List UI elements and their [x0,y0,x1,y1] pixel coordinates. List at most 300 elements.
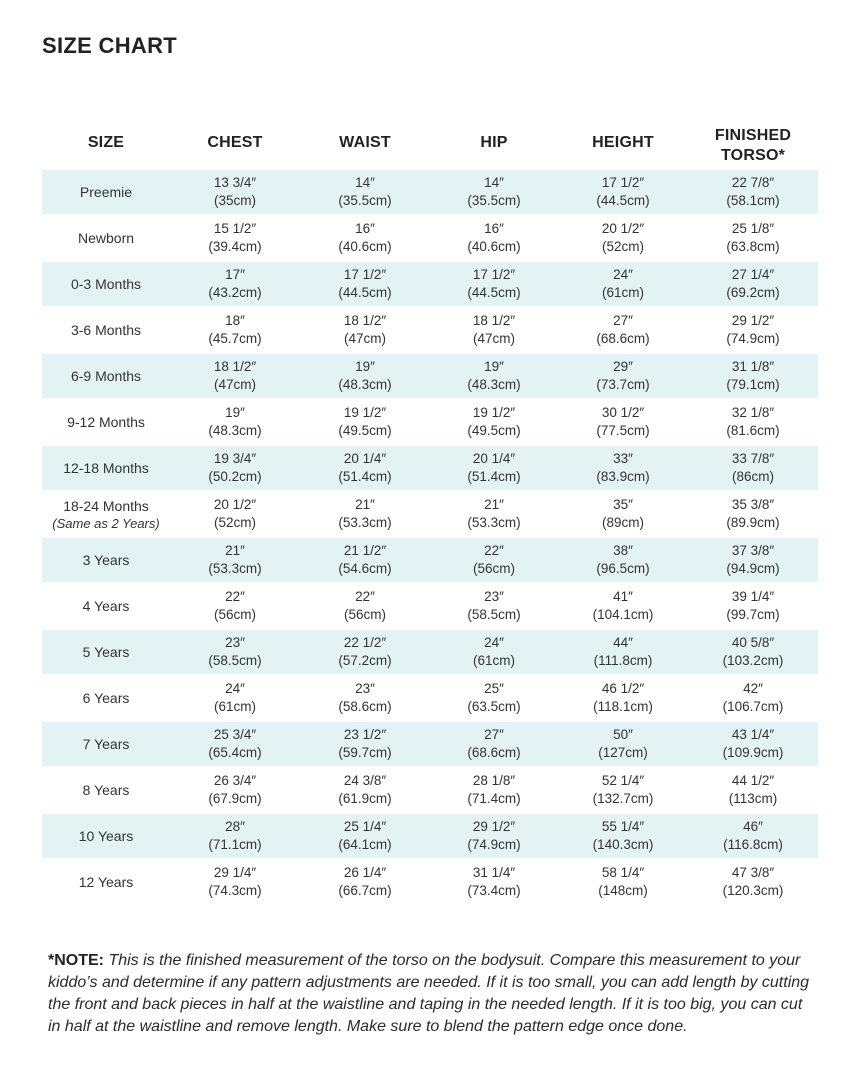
height-centimeters: (104.1cm) [592,607,654,622]
chest-inches: 18 1/2″ [213,359,257,374]
size-label: 8 Years [82,782,130,798]
hip-inches: 23″ [484,589,504,604]
waist-cell [300,674,430,720]
hip-cell [430,720,558,766]
hip-inches: 17 1/2″ [472,267,516,282]
hip-cell [430,858,558,904]
height-cell [558,306,688,352]
header-hip: HIP [480,134,508,151]
hip-centimeters: (48.3cm) [467,377,521,392]
size-cell [42,168,170,214]
chest-centimeters: (71.1cm) [208,837,262,852]
torso-centimeters: (99.7cm) [726,607,780,622]
size-cell [42,260,170,306]
height-inches: 50″ [613,727,633,742]
waist-cell [300,214,430,260]
waist-cell [300,398,430,444]
waist-inches: 19 1/2″ [343,405,387,420]
chest-centimeters: (53.3cm) [208,561,262,576]
table-row [42,674,818,720]
hip-inches: 22″ [484,543,504,558]
chest-cell [170,582,300,628]
hip-centimeters: (74.9cm) [467,837,521,852]
chest-cell [170,812,300,858]
height-inches: 35″ [613,497,633,512]
torso-inches: 22 7/8″ [731,175,775,190]
waist-centimeters: (56cm) [343,607,386,622]
waist-centimeters: (66.7cm) [338,883,392,898]
header-size: SIZE [87,134,125,151]
hip-centimeters: (51.4cm) [467,469,521,484]
waist-inches: 20 1/4″ [343,451,387,466]
height-inches: 55 1/4″ [601,819,645,834]
waist-centimeters: (51.4cm) [338,469,392,484]
height-centimeters: (148cm) [598,883,648,898]
torso-inches: 40 5/8″ [731,635,775,650]
chest-cell [170,490,300,536]
height-centimeters: (140.3cm) [592,837,654,852]
torso-inches: 33 7/8″ [731,451,775,466]
hip-cell [430,766,558,812]
header-finished-torso [688,118,818,168]
height-inches: 44″ [613,635,633,650]
waist-centimeters: (40.6cm) [338,239,392,254]
chest-inches: 26 3/4″ [213,773,257,788]
waist-inches: 21″ [355,497,375,512]
height-inches: 27″ [613,313,633,328]
torso-cell [688,628,818,674]
hip-centimeters: (61cm) [472,653,515,668]
chest-inches: 29 1/4″ [213,865,257,880]
chest-centimeters: (43.2cm) [208,285,262,300]
chest-centimeters: (52cm) [213,515,256,530]
height-centimeters: (127cm) [598,745,648,760]
table-row [42,490,818,536]
chest-centimeters: (39.4cm) [208,239,262,254]
torso-centimeters: (58.1cm) [726,193,780,208]
torso-cell [688,444,818,490]
chest-centimeters: (56cm) [213,607,256,622]
height-centimeters: (73.7cm) [596,377,650,392]
height-centimeters: (89cm) [601,515,644,530]
torso-cell [688,720,818,766]
hip-cell [430,582,558,628]
hip-centimeters: (68.6cm) [467,745,521,760]
chest-cell [170,214,300,260]
waist-cell [300,490,430,536]
size-chart-table [42,118,818,904]
table-row [42,352,818,398]
height-centimeters: (52cm) [601,239,644,254]
hip-centimeters: (47cm) [472,331,515,346]
waist-cell [300,766,430,812]
waist-cell [300,720,430,766]
chest-cell [170,398,300,444]
hip-inches: 14″ [484,175,504,190]
hip-cell [430,812,558,858]
size-cell [42,306,170,352]
chest-inches: 19″ [225,405,245,420]
table-row [42,858,818,904]
hip-inches: 19″ [484,359,504,374]
size-cell [42,582,170,628]
chest-inches: 17″ [225,267,245,282]
table-body [42,168,818,904]
torso-centimeters: (120.3cm) [722,883,784,898]
height-cell [558,628,688,674]
height-inches: 20 1/2″ [601,221,645,236]
size-cell [42,490,170,536]
size-label: 6-9 Months [70,368,142,384]
height-centimeters: (83.9cm) [596,469,650,484]
footnote [48,950,818,1038]
waist-inches: 24 3/8″ [343,773,387,788]
hip-cell [430,490,558,536]
chest-cell [170,628,300,674]
torso-centimeters: (94.9cm) [726,561,780,576]
height-inches: 33″ [613,451,633,466]
torso-inches: 37 3/8″ [731,543,775,558]
hip-centimeters: (63.5cm) [467,699,521,714]
size-label: 3-6 Months [70,322,142,338]
torso-inches: 44 1/2″ [731,773,775,788]
torso-inches: 47 3/8″ [731,865,775,880]
waist-centimeters: (58.6cm) [338,699,392,714]
chest-inches: 28″ [225,819,245,834]
torso-cell [688,168,818,214]
torso-inches: 31 1/8″ [731,359,775,374]
waist-cell [300,812,430,858]
chest-cell [170,536,300,582]
chest-cell [170,260,300,306]
size-cell [42,812,170,858]
waist-cell [300,858,430,904]
torso-inches: 46″ [743,819,763,834]
height-cell [558,260,688,306]
height-cell [558,490,688,536]
table-row [42,260,818,306]
waist-cell [300,582,430,628]
waist-inches: 25 1/4″ [343,819,387,834]
torso-cell [688,858,818,904]
hip-cell [430,260,558,306]
torso-centimeters: (81.6cm) [726,423,780,438]
torso-inches: 35 3/8″ [731,497,775,512]
waist-inches: 17 1/2″ [343,267,387,282]
hip-inches: 24″ [484,635,504,650]
height-cell [558,352,688,398]
waist-inches: 23″ [355,681,375,696]
size-label: 7 Years [82,736,130,752]
hip-inches: 20 1/4″ [472,451,516,466]
chest-cell [170,444,300,490]
table-row [42,628,818,674]
height-cell [558,214,688,260]
hip-inches: 28 1/8″ [472,773,516,788]
torso-centimeters: (63.8cm) [726,239,780,254]
height-centimeters: (44.5cm) [596,193,650,208]
chest-inches: 18″ [225,313,245,328]
table-row [42,720,818,766]
waist-inches: 19″ [355,359,375,374]
torso-cell [688,490,818,536]
height-cell [558,398,688,444]
torso-centimeters: (86cm) [731,469,774,484]
chest-inches: 23″ [225,635,245,650]
height-centimeters: (132.7cm) [592,791,654,806]
waist-cell [300,352,430,398]
header-waist: WAIST [339,134,391,151]
chest-cell [170,674,300,720]
chest-cell [170,168,300,214]
hip-centimeters: (71.4cm) [467,791,521,806]
hip-cell [430,536,558,582]
height-cell [558,674,688,720]
hip-inches: 27″ [484,727,504,742]
torso-cell [688,352,818,398]
torso-inches: 25 1/8″ [731,221,775,236]
torso-centimeters: (103.2cm) [722,653,784,668]
chest-cell [170,352,300,398]
height-centimeters: (68.6cm) [596,331,650,346]
hip-inches: 31 1/4″ [472,865,516,880]
waist-centimeters: (48.3cm) [338,377,392,392]
note-text: This is the finished measurement of the torso on the bodysuit. Compare this measurement to your kiddo’s and determine if any pattern adjustments are needed. If it is too small, you can add length by cutting the front and back pieces in half at the waistline and taping in the needed length. If it is too big, you can cut in half at the waistline and remove length. Make sure to blend the pattern edge once done. [48,952,810,1035]
size-label: 10 Years [78,828,134,844]
torso-inches: 42″ [743,681,763,696]
size-note: (Same as 2 Years) [52,515,160,531]
chest-centimeters: (61cm) [213,699,256,714]
torso-centimeters: (106.7cm) [722,699,784,714]
torso-centimeters: (69.2cm) [726,285,780,300]
waist-centimeters: (49.5cm) [338,423,392,438]
hip-cell [430,352,558,398]
hip-centimeters: (44.5cm) [467,285,521,300]
header-chest: CHEST [207,134,263,151]
height-inches: 46 1/2″ [601,681,645,696]
table-row [42,214,818,260]
waist-centimeters: (53.3cm) [338,515,392,530]
waist-centimeters: (44.5cm) [338,285,392,300]
height-inches: 58 1/4″ [601,865,645,880]
header-torso-line2: TORSO* [720,147,786,164]
waist-cell [300,260,430,306]
torso-cell [688,398,818,444]
chest-centimeters: (35cm) [213,193,256,208]
height-inches: 41″ [613,589,633,604]
chest-centimeters: (67.9cm) [208,791,262,806]
size-label: Newborn [77,230,135,246]
torso-cell [688,674,818,720]
chest-centimeters: (58.5cm) [208,653,262,668]
waist-inches: 14″ [355,175,375,190]
waist-cell [300,306,430,352]
torso-centimeters: (113cm) [728,791,778,806]
chest-cell [170,720,300,766]
hip-cell [430,168,558,214]
note-label: *NOTE: [48,952,104,969]
height-centimeters: (77.5cm) [596,423,650,438]
torso-centimeters: (79.1cm) [726,377,780,392]
waist-centimeters: (59.7cm) [338,745,392,760]
height-centimeters: (96.5cm) [596,561,650,576]
chest-cell [170,306,300,352]
waist-inches: 21 1/2″ [343,543,387,558]
header-torso-line1: FINISHED [714,127,792,144]
height-cell [558,168,688,214]
height-cell [558,858,688,904]
waist-centimeters: (54.6cm) [338,561,392,576]
chest-inches: 21″ [225,543,245,558]
chest-centimeters: (50.2cm) [208,469,262,484]
waist-centimeters: (61.9cm) [338,791,392,806]
height-cell [558,444,688,490]
size-label: 12 Years [78,874,134,890]
chest-centimeters: (65.4cm) [208,745,262,760]
torso-centimeters: (74.9cm) [726,331,780,346]
height-inches: 29″ [613,359,633,374]
size-label: 0-3 Months [70,276,142,292]
table-row [42,812,818,858]
size-label: 4 Years [82,598,130,614]
torso-cell [688,766,818,812]
size-cell [42,766,170,812]
size-label: 3 Years [82,552,130,568]
size-cell [42,444,170,490]
height-inches: 17 1/2″ [601,175,645,190]
size-cell [42,536,170,582]
size-cell [42,628,170,674]
size-label: 6 Years [82,690,130,706]
chest-inches: 24″ [225,681,245,696]
hip-inches: 21″ [484,497,504,512]
chest-centimeters: (45.7cm) [208,331,262,346]
waist-inches: 18 1/2″ [343,313,387,328]
torso-centimeters: (116.8cm) [723,837,783,852]
height-centimeters: (118.1cm) [593,699,653,714]
chest-centimeters: (74.3cm) [208,883,262,898]
size-cell [42,674,170,720]
height-centimeters: (111.8cm) [593,653,653,668]
torso-cell [688,306,818,352]
chest-inches: 25 3/4″ [213,727,257,742]
torso-cell [688,536,818,582]
size-label: 18-24 Months [63,497,149,514]
chest-cell [170,766,300,812]
hip-inches: 16″ [484,221,504,236]
waist-centimeters: (64.1cm) [338,837,392,852]
table-row [42,398,818,444]
waist-inches: 23 1/2″ [343,727,387,742]
waist-cell [300,444,430,490]
hip-cell [430,674,558,720]
chest-cell [170,858,300,904]
waist-centimeters: (47cm) [343,331,386,346]
height-cell [558,582,688,628]
hip-inches: 19 1/2″ [472,405,516,420]
torso-cell [688,260,818,306]
torso-inches: 43 1/4″ [731,727,775,742]
hip-cell [430,214,558,260]
torso-inches: 27 1/4″ [731,267,775,282]
hip-centimeters: (58.5cm) [467,607,521,622]
hip-cell [430,306,558,352]
height-cell [558,720,688,766]
hip-centimeters: (40.6cm) [467,239,521,254]
hip-inches: 29 1/2″ [472,819,516,834]
size-label: 5 Years [82,644,130,660]
height-cell [558,766,688,812]
chest-inches: 20 1/2″ [213,497,257,512]
hip-inches: 25″ [484,681,504,696]
waist-centimeters: (57.2cm) [338,653,392,668]
chest-inches: 13 3/4″ [213,175,257,190]
size-cell [42,398,170,444]
table-row [42,536,818,582]
torso-inches: 29 1/2″ [731,313,775,328]
torso-inches: 32 1/8″ [731,405,775,420]
chest-inches: 22″ [225,589,245,604]
size-label: 9-12 Months [67,414,145,430]
hip-centimeters: (53.3cm) [467,515,521,530]
hip-cell [430,398,558,444]
height-inches: 30 1/2″ [601,405,645,420]
hip-cell [430,444,558,490]
header-height: HEIGHT [592,134,654,151]
torso-cell [688,812,818,858]
size-label: 12-18 Months [63,460,149,476]
height-centimeters: (61cm) [601,285,644,300]
table-row [42,766,818,812]
waist-inches: 16″ [355,221,375,236]
waist-inches: 22 1/2″ [343,635,387,650]
height-inches: 24″ [613,267,633,282]
hip-centimeters: (35.5cm) [467,193,521,208]
table-header-row [42,118,818,168]
height-inches: 38″ [613,543,633,558]
height-cell [558,812,688,858]
waist-inches: 22″ [355,589,375,604]
chest-centimeters: (47cm) [213,377,256,392]
waist-cell [300,536,430,582]
page-title: SIZE CHART [42,33,177,58]
torso-inches: 39 1/4″ [731,589,775,604]
chest-inches: 19 3/4″ [213,451,257,466]
size-cell [42,720,170,766]
chest-centimeters: (48.3cm) [208,423,262,438]
size-cell [42,214,170,260]
waist-inches: 26 1/4″ [343,865,387,880]
height-cell [558,536,688,582]
size-cell [42,858,170,904]
hip-centimeters: (56cm) [472,561,515,576]
hip-inches: 18 1/2″ [472,313,516,328]
torso-centimeters: (89.9cm) [726,515,780,530]
table-row [42,582,818,628]
hip-centimeters: (49.5cm) [467,423,521,438]
torso-cell [688,582,818,628]
size-cell [42,352,170,398]
waist-cell [300,628,430,674]
table-row [42,168,818,214]
hip-cell [430,628,558,674]
torso-cell [688,214,818,260]
table-row [42,444,818,490]
height-inches: 52 1/4″ [601,773,645,788]
hip-centimeters: (73.4cm) [467,883,521,898]
table-row [42,306,818,352]
size-label: Preemie [79,184,133,200]
